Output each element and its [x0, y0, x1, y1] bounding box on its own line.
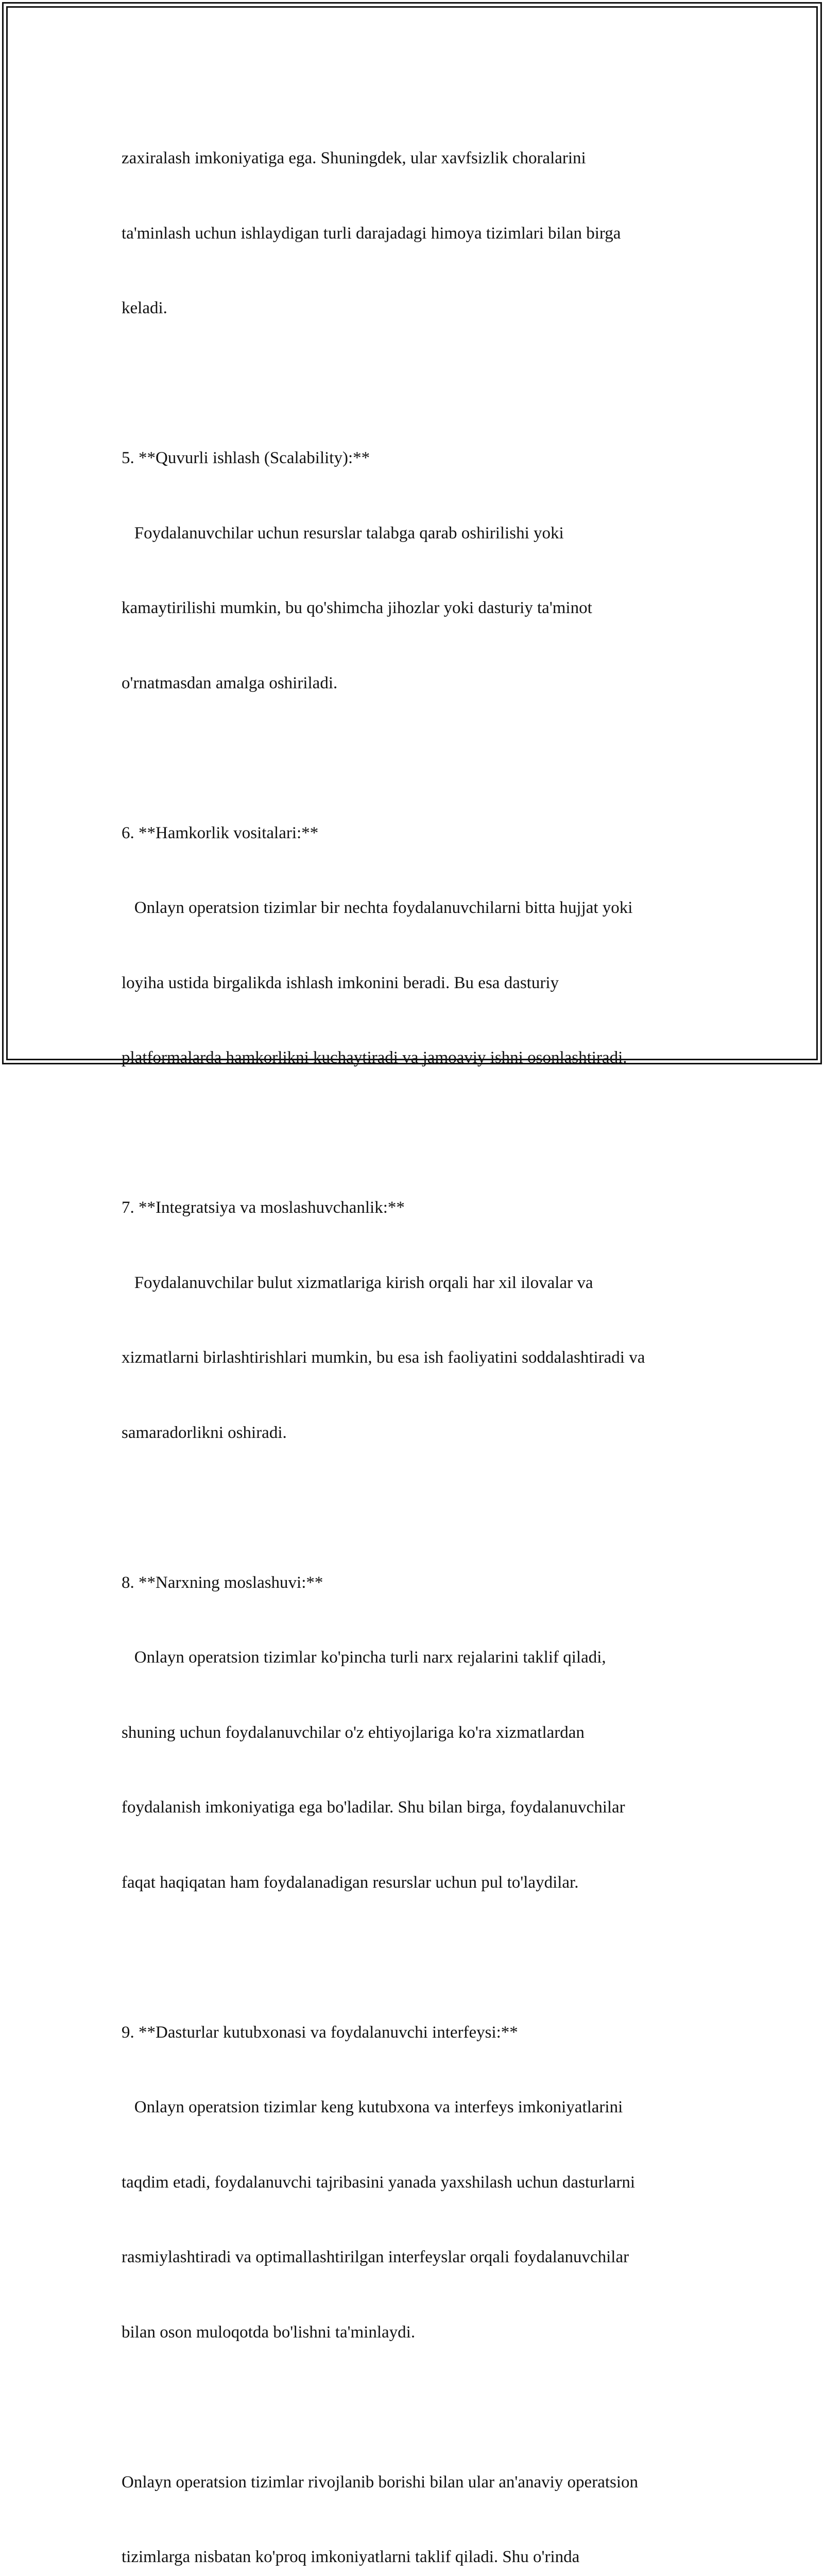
list-item-heading: 8. **Narxning moslashuvi:**	[122, 1570, 719, 1596]
paragraph-gap	[122, 1495, 719, 1520]
document-body	[122, 96, 719, 2576]
text-line: Foydalanuvchilar bulut xizmatlariga kirish orqali har xil ilovalar va	[122, 1270, 719, 1296]
list-item-8	[122, 1520, 719, 1945]
text-line: ta'minlash uchun ishlaydigan turli darajadagi himoya tizimlari bilan birga	[122, 221, 719, 246]
list-item-7	[122, 1145, 719, 1495]
paragraph-conclusion	[122, 2420, 719, 2576]
text-line: foydalanish imkoniyatiga ega bo'ladilar. Shu bilan birga, foydalanuvchilar	[122, 1795, 719, 1820]
text-line: keladi.	[122, 296, 719, 321]
text-line: kamaytirilishi mumkin, bu qo'shimcha jihozlar yoki dasturiy ta'minot	[122, 596, 719, 621]
text-line: rasmiylashtiradi va optimallashtirilgan interfeyslar orqali foydalanuvchilar	[122, 2245, 719, 2270]
text-line: xizmatlarni birlashtirishlari mumkin, bu esa ish faoliyatini soddalashtiradi va	[122, 1345, 719, 1370]
text-line: Foydalanuvchilar uchun resurslar talabga qarab oshirilishi yoki	[122, 521, 719, 546]
text-line: bilan oson muloqotda bo'lishni ta'minlaydi.	[122, 2320, 719, 2345]
paragraph-gap	[122, 1121, 719, 1146]
list-item-heading: 6. **Hamkorlik vositalari:**	[122, 821, 719, 846]
list-item-heading: 9. **Dasturlar kutubxonasi va foydalanuvchi interfeysi:**	[122, 2020, 719, 2045]
text-line: Onlayn operatsion tizimlar ko'pincha turli narx rejalarini taklif qiladi,	[122, 1645, 719, 1670]
text-line: platformalarda hamkorlikni kuchaytiradi va jamoaviy ishni osonlashtiradi.	[122, 1045, 719, 1071]
text-line: zaxiralash imkoniyatiga ega. Shuningdek, ular xavfsizlik choralarini	[122, 146, 719, 171]
text-line: Onlayn operatsion tizimlar bir nechta foydalanuvchilarni bitta hujjat yoki	[122, 895, 719, 921]
text-line: loyiha ustida birgalikda ishlash imkonini beradi. Bu esa dasturiy	[122, 971, 719, 996]
text-line: Onlayn operatsion tizimlar rivojlanib borishi bilan ular an'anaviy operatsion	[122, 2470, 719, 2495]
list-item-9	[122, 1970, 719, 2395]
text-line: faqat haqiqatan ham foydalanadigan resurslar uchun pul to'laydilar.	[122, 1870, 719, 1895]
paragraph-gap	[122, 745, 719, 771]
text-line: taqdim etadi, foydalanuvchi tajribasini yanada yaxshilash uchun dasturlarni	[122, 2170, 719, 2195]
list-item-heading: 5. **Quvurli ishlash (Scalability):**	[122, 446, 719, 471]
list-item-5	[122, 396, 719, 745]
paragraph-intro-continuation	[122, 96, 719, 371]
list-item-heading: 7. **Integratsiya va moslashuvchanlik:**	[122, 1195, 719, 1221]
paragraph-gap	[122, 2395, 719, 2420]
list-item-6	[122, 771, 719, 1121]
paragraph-gap	[122, 371, 719, 396]
text-line: samaradorlikni oshiradi.	[122, 1420, 719, 1446]
text-line: tizimlarga nisbatan ko'proq imkoniyatlarni taklif qiladi. Shu o'rinda	[122, 2545, 719, 2570]
text-line: shuning uchun foydalanuvchilar o'z ehtiyojlariga ko'ra xizmatlardan	[122, 1720, 719, 1745]
text-line: Onlayn operatsion tizimlar keng kutubxona va interfeys imkoniyatlarini	[122, 2095, 719, 2120]
text-line: o'rnatmasdan amalga oshiriladi.	[122, 671, 719, 696]
paragraph-gap	[122, 1945, 719, 1970]
